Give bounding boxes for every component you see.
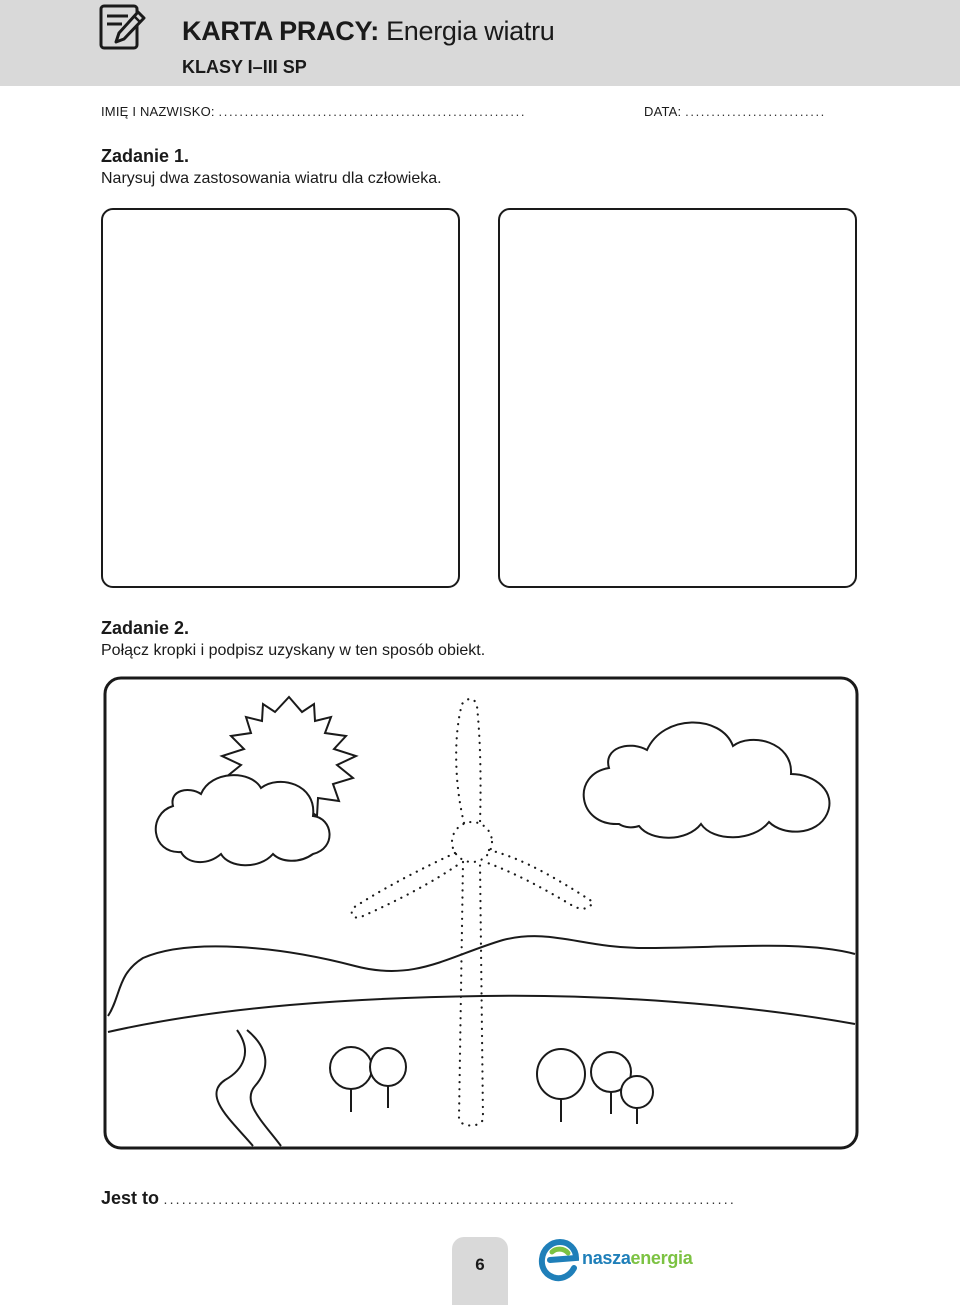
title-topic: Energia wiatru (386, 16, 555, 46)
page-title (182, 16, 554, 47)
drawing-box-right[interactable] (498, 208, 857, 588)
logo-suffix: energia (630, 1248, 693, 1268)
logo-prefix: nasza (582, 1248, 631, 1268)
answer-label: Jest to (101, 1188, 160, 1208)
task1-description: Narysuj dwa zastosowania wiatru dla człowieka. (101, 170, 442, 187)
name-field[interactable] (101, 104, 526, 119)
header-bar (0, 0, 960, 86)
worksheet-pencil-icon (98, 2, 148, 52)
answer-field[interactable] (101, 1188, 736, 1209)
page-subtitle: KLASY I–III SP (182, 57, 307, 77)
page-number: 6 (475, 1255, 485, 1274)
task1-title: Zadanie 1. (101, 146, 190, 166)
date-dots: ........................... (685, 104, 826, 119)
logo-e-icon (538, 1238, 580, 1282)
answer-dots: .............................................................................................. (163, 1191, 736, 1207)
logo-text (582, 1248, 692, 1269)
date-label: DATA: (644, 104, 682, 119)
task2-title: Zadanie 2. (101, 618, 190, 638)
connect-dots-scene[interactable] (103, 676, 859, 1150)
task2-description: Połącz kropki i podpisz uzyskany w ten sposób obiekt. (101, 642, 486, 659)
naszaenergia-logo (538, 1238, 698, 1282)
name-dots: ........................................................... (218, 104, 527, 119)
name-label: IMIĘ I NAZWISKO: (101, 104, 215, 119)
drawing-box-left[interactable] (101, 208, 460, 588)
page-number-tab (452, 1237, 508, 1305)
title-prefix: KARTA PRACY: (182, 16, 379, 46)
date-field[interactable] (644, 104, 826, 119)
